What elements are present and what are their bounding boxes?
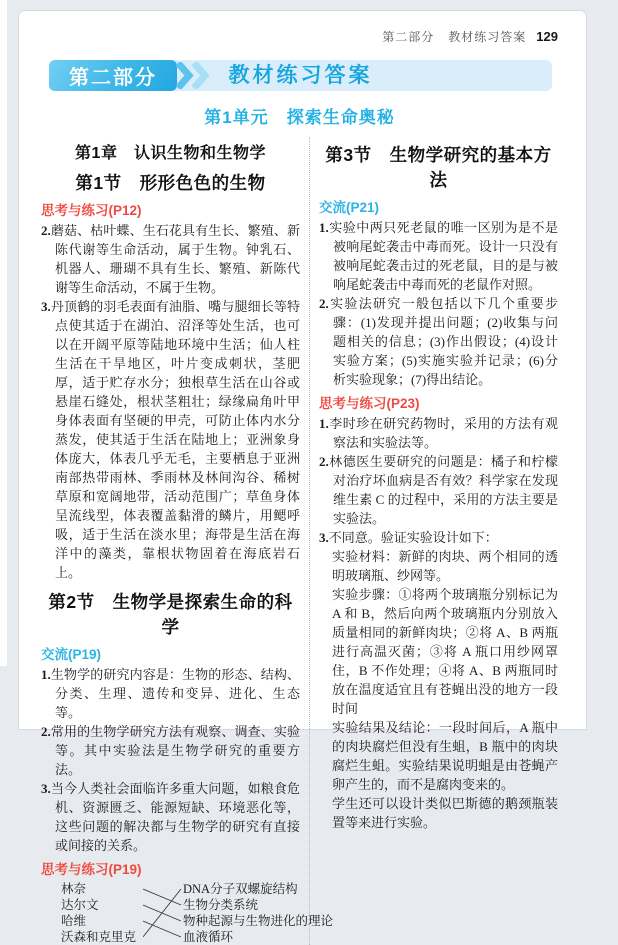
answer-item bbox=[319, 294, 558, 389]
think-practice-p19-label: 思考与练习(P19) bbox=[41, 862, 142, 877]
answer-item bbox=[319, 452, 558, 528]
item-text: 实验中两只死老鼠的唯一区别为是不是被响尾蛇袭击中毒而死。设计一只没有被响尾蛇袭击过的死老鼠，目的是与被响尾蛇袭击中毒而死的老鼠作对照。 bbox=[328, 220, 558, 292]
section-1-title: 第1节 形形色色的生物 bbox=[75, 173, 266, 193]
matching-scientists bbox=[61, 881, 143, 945]
item-number: 3. bbox=[41, 299, 51, 314]
scientist-name: 达尔文 bbox=[61, 898, 99, 912]
adjacent-page-edge bbox=[0, 0, 7, 666]
part-banner-label: 第二部分 bbox=[49, 60, 177, 91]
item-number: 2. bbox=[319, 296, 329, 311]
matching-lines bbox=[143, 881, 183, 945]
item-number: 1. bbox=[319, 416, 329, 431]
experiment-materials: 实验材料：新鲜的肉块、两个相同的透明玻璃瓶、纱网等。 bbox=[332, 549, 558, 583]
think-practice-p23-label: 思考与练习(P23) bbox=[319, 396, 420, 411]
scientist-name: 沃森和克里克 bbox=[61, 930, 137, 944]
answer-item bbox=[41, 722, 300, 779]
achievement: DNA分子双螺旋结构 bbox=[183, 882, 298, 896]
exchange-p21-label: 交流(P21) bbox=[319, 200, 380, 215]
experiment-steps: 实验步骤：①将两个玻璃瓶分别标记为 A 和 B，然后向两个玻璃瓶内分别放入质量相同的新鲜肉块；②将 A、B 两瓶进行高温灭菌；③将 A 瓶口用纱网罩住，B 不作处理；④将 A、B 两瓶同时放在温度适宜且有苍蝇出没的地方一段时间 bbox=[332, 587, 558, 716]
running-head-section: 教材练习答案 bbox=[448, 30, 527, 44]
answer-item bbox=[319, 528, 558, 547]
unit-title: 第1单元 探索生命奥秘 bbox=[204, 108, 395, 127]
running-head bbox=[41, 28, 558, 45]
item-number: 1. bbox=[319, 220, 329, 235]
item-number: 3. bbox=[41, 781, 51, 796]
item-number: 3. bbox=[319, 530, 329, 545]
item-number: 2. bbox=[41, 223, 51, 238]
scientist-name: 林奈 bbox=[61, 882, 87, 896]
experiment-results: 实验结果及结论：一段时间后，A 瓶中的肉块腐烂但没有生蛆，B 瓶中的肉块腐烂生蛆。实验结果说明蛆是由苍蝇产卵产生的，而不是腐肉变来的。 bbox=[332, 720, 558, 792]
section-3-title: 第3节 生物学研究的基本方法 bbox=[325, 145, 552, 190]
item-text: 李时珍在研究药物时，采用的方法有观察法和实验法等。 bbox=[328, 416, 558, 450]
book-page bbox=[18, 10, 587, 944]
think-practice-p12-label: 思考与练习(P12) bbox=[41, 203, 142, 218]
item-text: 丹顶鹤的羽毛表面有油脂、嘴与腿细长等特点使其适于在湖泊、沼泽等处生活，也可以在开阔平原等陆地环境中生活；仙人柱生活在干旱地区，叶片变成刺状，茎肥厚，适于贮存水分；独根草生活在山谷或悬崖石缝处，根状茎粗壮；绿缘扁角叶甲身体表面有坚硬的甲壳，可防止体内水分蒸发，使其适于生活在陆地上；亚洲象身体庞大，体表几乎无毛，主要栖息于亚洲南部热带雨林、季雨林及林间沟谷、稀树草原和宽阔地带，活动范围广；草鱼身体呈流线型，体表覆盖黏滑的鳞片，用鳃呼吸，适于生活在淡水里；海带是生活在海洋中的藻类，靠根状物固着在海底岩石上。 bbox=[50, 299, 300, 580]
achievement: 血液循环 bbox=[183, 930, 234, 944]
matching-exercise-diagram bbox=[61, 881, 334, 945]
answer-item bbox=[41, 665, 300, 722]
chapter-1-title: 第1章 认识生物和生物学 bbox=[75, 145, 266, 162]
right-column bbox=[319, 135, 558, 945]
experiment-extension: 学生还可以设计类似巴斯德的鹅颈瓶装置等来进行实验。 bbox=[332, 796, 558, 830]
left-column bbox=[41, 135, 334, 945]
matching-achievements bbox=[183, 881, 333, 945]
scientist-name: 哈维 bbox=[61, 914, 87, 928]
answer-item bbox=[41, 221, 300, 297]
item-number: 1. bbox=[41, 667, 51, 682]
answer-item bbox=[41, 297, 300, 582]
section-2-title: 第2节 生物学是探索生命的科学 bbox=[48, 592, 293, 637]
answer-item bbox=[41, 779, 300, 855]
item-text: 蘑菇、枯叶蝶、生石花具有生长、繁殖、新陈代谢等生命活动，属于生物。钟乳石、机器人、珊瑚不具有生长、繁殖、新陈代谢等生命活动，不属于生物。 bbox=[50, 223, 300, 295]
item-text: 实验法研究一般包括以下几个重要步骤：(1)发现并提出问题；(2)收集与问题相关的信息；(3)作出假设；(4)设计实验方案；(5)实施实验并记录；(6)分析实验现象；(7)得出结论。 bbox=[328, 296, 558, 387]
page-number: 129 bbox=[536, 29, 558, 44]
part-banner-title: 教材练习答案 bbox=[228, 64, 373, 87]
exchange-p19-label: 交流(P19) bbox=[41, 647, 102, 662]
part-banner bbox=[49, 60, 552, 91]
achievement: 生物分类系统 bbox=[183, 898, 259, 912]
answer-item bbox=[319, 218, 558, 294]
achievement: 物种起源与生物进化的理论 bbox=[183, 914, 334, 928]
item-text: 林德医生要研究的问题是：橘子和柠檬对治疗坏血病是否有效？科学家在发现维生素 C 的过程中，采用的方法主要是实验法。 bbox=[328, 454, 558, 526]
two-column-layout bbox=[41, 135, 558, 945]
item-text: 生物学的研究内容是：生物的形态、结构、分类、生理、遗传和变异、进化、生态等。 bbox=[50, 667, 300, 720]
running-head-part: 第二部分 bbox=[382, 30, 435, 44]
answer-item bbox=[319, 414, 558, 452]
item-number: 2. bbox=[319, 454, 329, 469]
item-text: 常用的生物学研究方法有观察、调查、实验等。其中实验法是生物学研究的重要方法。 bbox=[50, 724, 300, 777]
item-text: 不同意。验证实验设计如下： bbox=[328, 530, 498, 545]
item-number: 2. bbox=[41, 724, 51, 739]
column-divider bbox=[309, 137, 310, 945]
item-text: 当今人类社会面临许多重大问题，如粮食危机、资源匮乏、能源短缺、环境恶化等，这些问题的解决都与生物学的研究有直接或间接的关系。 bbox=[50, 781, 300, 853]
